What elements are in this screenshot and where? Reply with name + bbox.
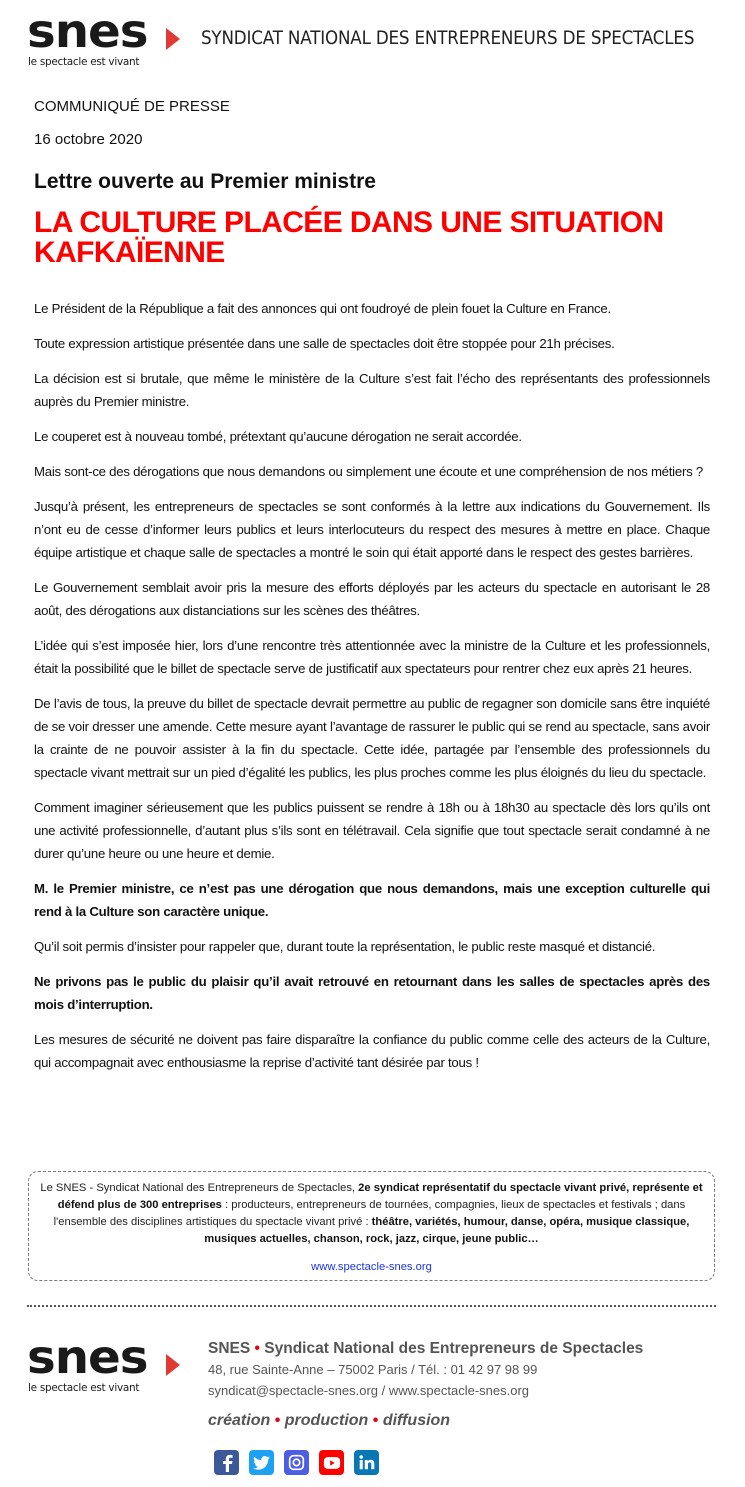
bullet-separator: • <box>372 1412 379 1429</box>
info-bold-segment: 2e syndicat représentatif du spectacle vivant privé, représente et défend plus de 300 entreprises <box>57 1182 703 1211</box>
paragraph: Mais sont-ce des dérogations que nous demandons ou simplement une écoute et une compréhension de nos métiers ? <box>34 464 703 479</box>
facebook-icon <box>221 1454 233 1472</box>
play-triangle-icon <box>166 1354 180 1376</box>
paragraph: Le Président de la République a fait des annonces qui ont foudroyé de plein fouet la Culture en France. <box>34 301 611 316</box>
footer-org-title <box>208 1340 643 1358</box>
info-segment: : producteurs, entrepreneurs de tournées, compagnies, lieux de spectacles et festivals ; dans l'ensemble des disciplines artistiques du spectacle vivant privé : <box>53 1199 686 1228</box>
social-links <box>214 1450 379 1475</box>
bullet-separator: • <box>274 1412 281 1429</box>
paragraph: Qu’il soit permis d’insister pour rappeler que, durant toute la représentation, le public reste masqué et distancié. <box>34 939 656 954</box>
paragraph: Comment imaginer sérieusement que les publics puissent se rendre à 18h ou à 18h30 au spectacle dès lors qu’ils ont une activité professionnelle, d’autant plus s’ils sont en télétravail. Cela signifie que tout spectacle serait condamné à ne durer qu’une heure ou une heure et demie. <box>34 800 710 861</box>
letter-body <box>34 297 710 1086</box>
youtube-link[interactable] <box>319 1450 344 1475</box>
linkedin-icon <box>358 1454 375 1471</box>
press-release-label: COMMUNIQUÉ DE PRESSE <box>34 98 230 115</box>
twitter-icon <box>253 1456 270 1470</box>
dotted-divider <box>27 1305 716 1307</box>
logo-wordmark: snes <box>27 1330 148 1384</box>
emphasized-paragraph: M. le Premier ministre, ce n’est pas une dérogation que nous demandons, mais une exception culturelle qui rend à la Culture son caractère unique. <box>34 881 710 919</box>
footer-contact <box>208 1383 529 1398</box>
press-release-date: 16 octobre 2020 <box>34 131 143 148</box>
paragraph: La décision est si brutale, que même le ministère de la Culture s’est fait l’écho des représentants des professionnels auprès du Premier ministre. <box>34 371 710 409</box>
facebook-link[interactable] <box>214 1450 239 1475</box>
play-triangle-icon <box>166 28 180 50</box>
paragraph: Toute expression artistique présentée dans une salle de spectacles doit être stoppée pour 21h précises. <box>34 336 615 351</box>
instagram-icon <box>288 1454 305 1471</box>
paragraph: De l’avis de tous, la preuve du billet de spectacle devrait permettre au public de regagner son domicile sans être inquiété de se voir dresser une amende. Cette mesure ayant l’avantage de rassurer le public qui se rend au spectacle, sans avoir la crainte de ne pouvoir assister à la fin du spectacle. Cette idée, partagée par l’ensemble des professionnels du spectacle vivant mettrait sur un pied d’égalité les publics, les plus proches comme les plus éloignés du lieu du spectacle. <box>34 696 710 780</box>
snes-logo[interactable] <box>27 4 187 72</box>
bullet-separator: • <box>254 1340 260 1357</box>
paragraph: L’idée qui s’est imposée hier, lors d’une rencontre très attentionnée avec la ministre de la Culture et les professionnels, était la possibilité que le billet de spectacle serve de justificatif aux spectateurs pour rentrer chez eux après 21 heures. <box>34 638 710 676</box>
paragraph: Le Gouvernement semblait avoir pris la mesure des efforts déployés par les acteurs du spectacle en autorisant le 28 août, des dérogations aux distanciations sur les scènes des théâtres. <box>34 580 710 618</box>
about-snes-text <box>39 1180 704 1248</box>
about-snes-box <box>28 1171 715 1281</box>
info-bold-segment: théâtre, variétés, humour, danse, opéra, musique classique, musiques actuelles, chanson, rock, jazz, cirque, jeune public… <box>204 1216 690 1245</box>
tagline-production: production <box>284 1412 369 1429</box>
twitter-link[interactable] <box>249 1450 274 1475</box>
contact-separator: / <box>378 1383 389 1398</box>
page-header <box>0 0 745 80</box>
logo-wordmark: snes <box>27 4 148 58</box>
paragraph: Jusqu’à présent, les entrepreneurs de spectacles se sont conformés à la lettre aux indications du Gouvernement. Ils n’ont eu de cesse d’informer leurs publics et leurs interlocuteurs du respect des mesures à mettre en place. Chaque équipe artistique et chaque salle de spectacles a montré le soin qui était apporté dans le respect des gestes barrières. <box>34 499 710 560</box>
footer-org-short: SNES <box>208 1340 251 1357</box>
instagram-link[interactable] <box>284 1450 309 1475</box>
tagline-creation: création <box>208 1412 271 1429</box>
footer-tagline <box>208 1412 450 1430</box>
youtube-icon <box>323 1456 341 1470</box>
letter-subtitle: Lettre ouverte au Premier ministre <box>34 170 376 193</box>
emphasized-paragraph: Ne privons pas le public du plaisir qu’il avait retrouvé en retournant dans les salles de spectacles après des mois d’interruption. <box>34 974 710 1012</box>
footer-snes-logo[interactable] <box>27 1330 187 1398</box>
footer-org-long: Syndicat National des Entrepreneurs de Spectacles <box>264 1340 644 1357</box>
logo-tagline: le spectacle est vivant <box>28 1382 140 1394</box>
info-segment: Le SNES - Syndicat National des Entrepreneurs de Spectacles, <box>40 1182 359 1194</box>
logo-tagline: le spectacle est vivant <box>28 56 140 68</box>
email-link[interactable]: syndicat@spectacle-snes.org <box>208 1383 378 1398</box>
linkedin-link[interactable] <box>354 1450 379 1475</box>
footer-address: 48, rue Sainte-Anne – 75002 Paris / Tél. : 01 42 97 98 99 <box>208 1362 538 1377</box>
headline: LA CULTURE PLACÉE DANS UNE SITUATION KAFKAÏENNE <box>34 206 664 269</box>
footer-website-link[interactable]: www.spectacle-snes.org <box>388 1383 530 1398</box>
paragraph: Le couperet est à nouveau tombé, prétextant qu’aucune dérogation ne serait accordée. <box>34 429 522 444</box>
organization-name: SYNDICAT NATIONAL DES ENTREPRENEURS DE SPECTACLES <box>201 27 695 49</box>
tagline-diffusion: diffusion <box>382 1412 451 1429</box>
paragraph: Les mesures de sécurité ne doivent pas faire disparaître la confiance du public comme celle des acteurs de la Culture, qui accompagnait avec enthousiasme la reprise d’activité tant désirée par tous ! <box>34 1032 710 1070</box>
website-link[interactable]: www.spectacle-snes.org <box>311 1261 432 1273</box>
